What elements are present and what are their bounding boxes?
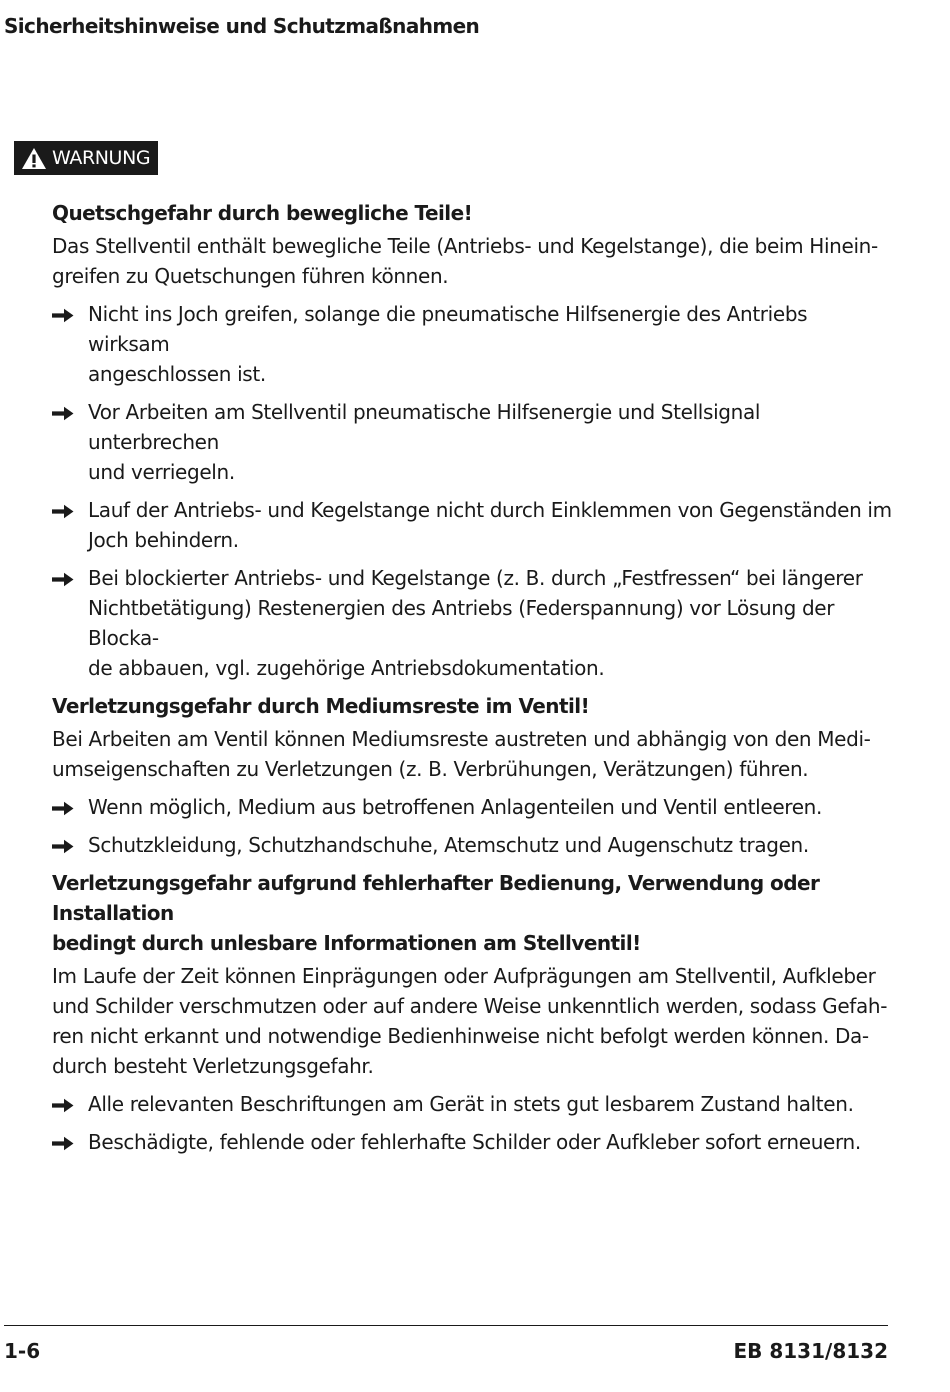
instruction-item xyxy=(52,1127,894,1157)
text-line: und Schilder verschmutzen oder auf andere Weise unkenntlich werden, sodass Gefah- xyxy=(52,994,888,1018)
instruction-item xyxy=(52,792,894,822)
arrow-right-icon xyxy=(52,1136,74,1151)
text-line: Bei Arbeiten am Ventil können Mediumsreste austreten und abhängig von den Medi- xyxy=(52,727,871,751)
text-line: Wenn möglich, Medium aus betroffenen Anlagenteilen und Ventil entleeren. xyxy=(88,795,823,819)
warning-triangle-icon xyxy=(21,147,47,170)
footer-divider xyxy=(4,1325,888,1326)
text-line: Lauf der Antriebs- und Kegelstange nicht durch Einklemmen von Gegenständen im xyxy=(88,498,892,522)
instruction-list xyxy=(52,299,894,683)
text-line: ren nicht erkannt und notwendige Bedienhinweise nicht befolgt werden können. Da- xyxy=(52,1024,869,1048)
text-line: angeschlossen ist. xyxy=(88,362,266,386)
text-line: Vor Arbeiten am Stellventil pneumatische Hilfsenergie und Stellsignal unterbrechen xyxy=(88,400,761,454)
title-line: bedingt durch unlesbare Informationen am Stellventil! xyxy=(52,931,641,955)
text-line: Bei blockierter Antriebs- und Kegelstange (z. B. durch „Festfressen“ bei längerer xyxy=(88,566,863,590)
text-line: Nichtbetätigung) Restenergien des Antriebs (Federspannung) vor Lösung der Blocka- xyxy=(88,596,835,650)
hazard-unreadable-labels xyxy=(52,868,894,1157)
page-header-title: Sicherheitshinweise und Schutzmaßnahmen xyxy=(4,14,480,38)
instruction-item xyxy=(52,1089,894,1119)
hazard-title: Quetschgefahr durch bewegliche Teile! xyxy=(52,201,473,225)
hazard-description xyxy=(52,961,894,1081)
text-line: Beschädigte, fehlende oder fehlerhafte Schilder oder Aufkleber sofort erneuern. xyxy=(88,1130,861,1154)
text-line: umseigenschaften zu Verletzungen (z. B. Verbrühungen, Verätzungen) führen. xyxy=(52,757,809,781)
text-line: Das Stellventil enthält bewegliche Teile (Antriebs- und Kegelstange), die beim Hinein- xyxy=(52,234,878,258)
hazard-description xyxy=(52,231,894,291)
hazard-crushing xyxy=(52,198,894,683)
warning-label-text: WARNUNG xyxy=(52,147,151,169)
text-line: Schutzkleidung, Schutzhandschuhe, Atemschutz und Augenschutz tragen. xyxy=(88,833,809,857)
hazard-title: Verletzungsgefahr durch Mediumsreste im Ventil! xyxy=(52,694,590,718)
instruction-list xyxy=(52,792,894,860)
text-line: Alle relevanten Beschriftungen am Gerät in stets gut lesbarem Zustand halten. xyxy=(88,1092,854,1116)
instruction-item xyxy=(52,397,894,487)
instruction-item xyxy=(52,830,894,860)
instruction-item xyxy=(52,495,894,555)
text-line: Joch behindern. xyxy=(88,528,239,552)
title-line: Verletzungsgefahr aufgrund fehlerhafter Bedienung, Verwendung oder Installation xyxy=(52,871,820,925)
text-line: durch besteht Verletzungsgefahr. xyxy=(52,1054,374,1078)
text-line: Im Laufe der Zeit können Einprägungen oder Aufprägungen am Stellventil, Aufkleber xyxy=(52,964,876,988)
instruction-item xyxy=(52,299,894,389)
hazard-title xyxy=(52,868,894,958)
instruction-item xyxy=(52,563,894,683)
page-number: 1-6 xyxy=(4,1339,41,1363)
arrow-right-icon xyxy=(52,839,74,854)
instruction-list xyxy=(52,1089,894,1157)
hazard-medium-residue xyxy=(52,691,894,860)
text-line: de abbauen, vgl. zugehörige Antriebsdokumentation. xyxy=(88,656,605,680)
text-line: greifen zu Quetschungen führen können. xyxy=(52,264,449,288)
text-line: Nicht ins Joch greifen, solange die pneumatische Hilfsenergie des Antriebs wirksam xyxy=(88,302,808,356)
hazard-description xyxy=(52,724,894,784)
safety-content xyxy=(52,198,894,1165)
warning-label xyxy=(14,141,158,175)
arrow-right-icon xyxy=(52,572,74,587)
arrow-right-icon xyxy=(52,801,74,816)
text-line: und verriegeln. xyxy=(88,460,235,484)
arrow-right-icon xyxy=(52,504,74,519)
arrow-right-icon xyxy=(52,1098,74,1113)
arrow-right-icon xyxy=(52,308,74,323)
arrow-right-icon xyxy=(52,406,74,421)
document-code: EB 8131/8132 xyxy=(733,1339,888,1363)
